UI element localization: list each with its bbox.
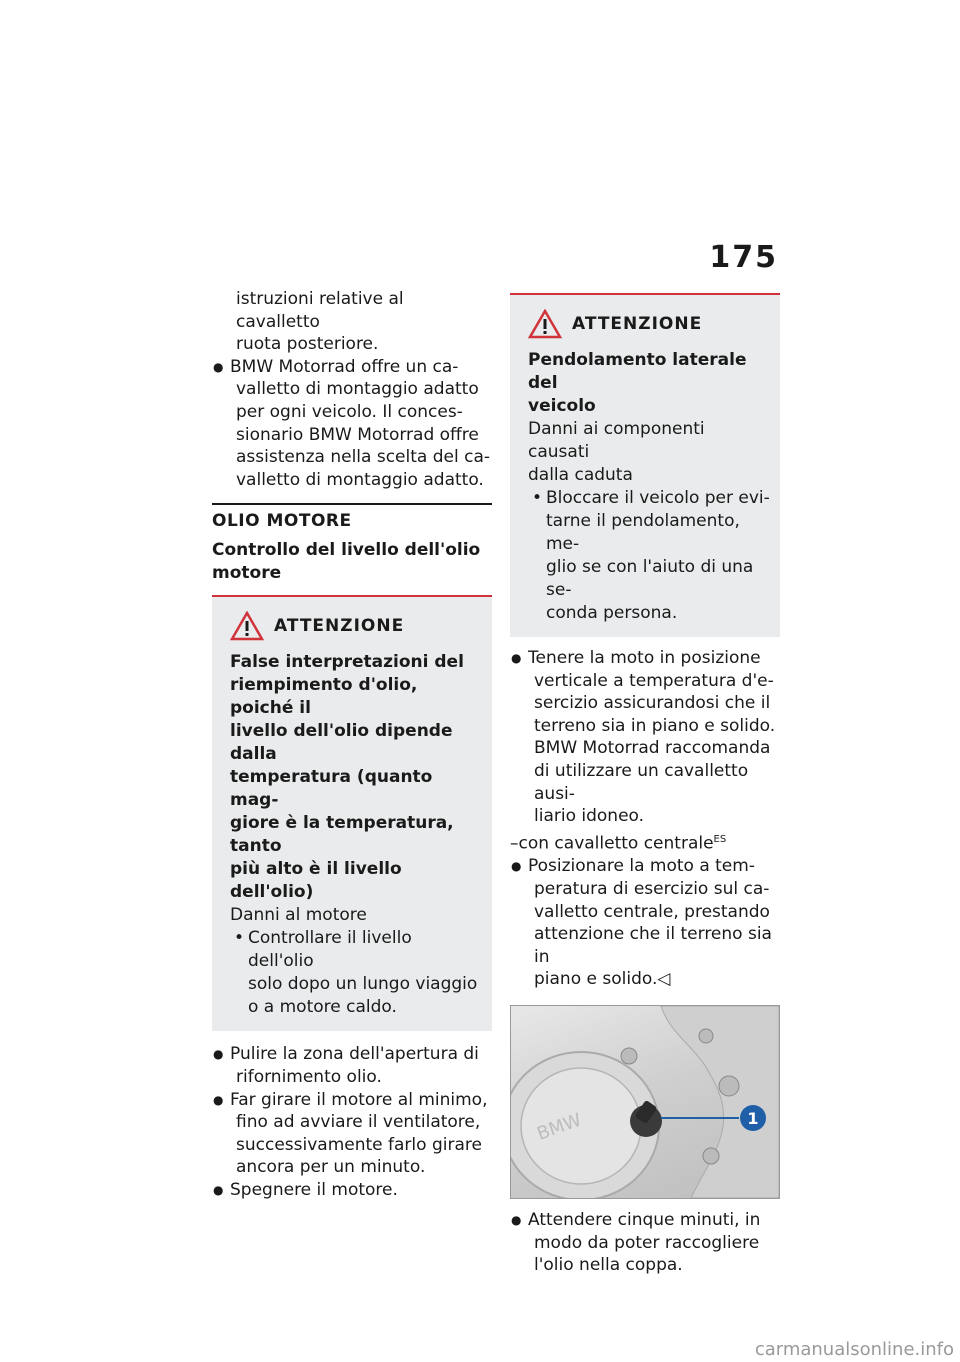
warning-action: • Controllare il livello dell'olio solo dopo un lungo viaggio o a motore caldo. [230, 927, 482, 1019]
section-title: OLIO MOTORE [212, 503, 492, 531]
warning-consequence: Danni ai componenti causati dalla caduta [528, 419, 705, 485]
step-line: valletto centrale, prestando [534, 901, 770, 922]
right-steps-2 [510, 855, 780, 991]
step-line: peratura di esercizio sul ca- [534, 879, 770, 899]
step-item: ● Posizionare la moto a tem- [510, 855, 780, 878]
step-line: liario idoneo. [534, 806, 645, 827]
step-line: fino ad avviare il ventilatore, [236, 1112, 481, 1133]
warning-box-tipping [510, 293, 780, 637]
warning-consequence: Danni al motore [230, 905, 367, 926]
warning-header [528, 309, 770, 339]
steps-list [212, 1043, 492, 1201]
step-item: ● Far girare il motore al minimo, [212, 1089, 492, 1112]
step-item: ● Spegnere il motore. [212, 1179, 492, 1202]
step-line: rifornimento olio. [236, 1066, 382, 1087]
step-line: piano e solido.◁ [534, 969, 671, 990]
step-line: di utilizzare un cavalletto ausi- [534, 760, 749, 804]
end-mark-icon: ◁ [657, 969, 671, 990]
step-line: terreno sia in piano e solido. [534, 715, 776, 736]
warning-bold: False interpretazioni del riempimento d'olio, poiché il livello dell'olio dipende dalla temperatura (quanto mag- giore è la temperatura, tanto più alto è il livello dell'olio) [230, 652, 464, 903]
bmw-bullet-line: per ogni veicolo. Il conces- [236, 401, 463, 422]
left-column [212, 288, 492, 1202]
step-line: BMW Motorrad raccomanda [534, 738, 771, 759]
step-line: l'olio nella coppa. [534, 1255, 683, 1276]
step-line: verticale a temperatura d'e- [534, 670, 774, 691]
warning-header [230, 611, 482, 641]
warning-bold: Pendolamento laterale del veicolo [528, 350, 747, 416]
engine-illustration [511, 1006, 779, 1198]
page-number: 175 [709, 240, 778, 275]
condition-line: –con cavalletto centrale$^{ES}$ [510, 833, 727, 854]
warning-triangle-icon [528, 309, 562, 339]
bmw-bullet-line: valletto di montaggio adatto [236, 379, 479, 400]
bmw-bullet-line: sionario BMW Motorrad offre [236, 424, 479, 445]
right-steps [510, 647, 780, 828]
step-line: sercizio assicurandosi che il [534, 693, 771, 714]
bmw-bullet: ● BMW Motorrad offre un ca- [212, 356, 492, 379]
engine-logo-text: BMW [534, 1109, 585, 1145]
bmw-bullet-line: assistenza nella scelta del ca- [236, 447, 491, 468]
watermark: carmanualsonline.info [754, 1339, 954, 1360]
engine-photo [510, 1005, 780, 1199]
subsection-title: Controllo del livello dell'olio motore [212, 540, 481, 584]
intro-line: ruota posteriore. [236, 334, 379, 355]
intro-list [212, 288, 492, 491]
warning-label: ATTENZIONE [572, 314, 703, 334]
step-item: ● Attendere cinque minuti, in [510, 1209, 780, 1232]
warning-triangle-icon [230, 611, 264, 641]
warning-action: • Bloccare il veicolo per evi- tarne il pendolamento, me- glio se con l'aiuto di una se- conda persona. [528, 487, 770, 625]
right-column [510, 288, 780, 1277]
right-steps-3 [510, 1209, 780, 1277]
step-item: ● Tenere la moto in posizione [510, 647, 780, 670]
warning-box-oil [212, 595, 492, 1031]
step-line: ancora per un minuto. [236, 1157, 426, 1178]
intro-line: istruzioni relative al cavalletto [236, 289, 404, 332]
step-line: attenzione che il terreno sia in [534, 924, 772, 967]
step-line: modo da poter raccogliere [534, 1232, 760, 1253]
condition-superscript: ES [713, 833, 727, 845]
step-line: successivamente farlo girare [236, 1134, 482, 1155]
bmw-bullet-line: valletto di montaggio adatto. [236, 469, 484, 490]
step-item: ● Pulire la zona dell'apertura di [212, 1043, 492, 1066]
warning-label: ATTENZIONE [274, 616, 405, 637]
callout-number: 1 [747, 1108, 759, 1128]
